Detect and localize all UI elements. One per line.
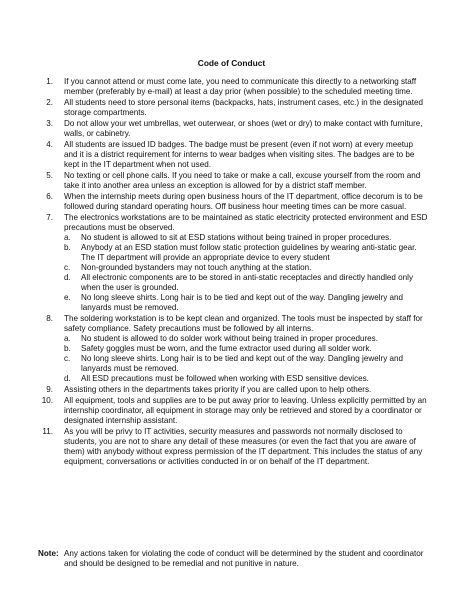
rule-item (30, 192, 428, 212)
sub-rule-letter: d. (64, 273, 71, 282)
rule-number: 10. (41, 396, 53, 405)
rule-text: The electronics workstations are to be maintained as static electricity protected environment and ESD precautions must be observed. (64, 213, 428, 232)
sub-rule-item (64, 344, 428, 354)
sub-rule-item (64, 293, 428, 313)
rule-item (30, 119, 428, 139)
sub-rule-letter: e. (64, 293, 71, 302)
sub-rule-item (64, 354, 428, 374)
note-label: Note: (38, 549, 59, 558)
rule-item (30, 314, 428, 384)
rules-list (30, 77, 428, 468)
sub-rule-text: All ESD precautions must be followed when working with ESD sensitive devices. (81, 374, 369, 383)
rule-number: 6. (46, 192, 53, 201)
rule-number: 9. (46, 385, 53, 394)
rule-text: No texting or cell phone calls. If you need to take or make a call, excuse yourself from the room and take it into another area unless an exception is allowed for by a district staff member. (64, 171, 421, 190)
sub-rules-list (64, 233, 428, 313)
rule-number: 7. (46, 213, 53, 222)
sub-rule-letter: d. (64, 374, 71, 383)
note-text: Any actions taken for violating the code of conduct will be determined by the student and coordinator and should be designed to be remedial and not punitive in nature. (64, 549, 424, 568)
sub-rules-list (64, 334, 428, 384)
sub-rule-letter: a. (64, 233, 71, 242)
rule-item (30, 396, 428, 426)
sub-rule-item (64, 273, 428, 293)
rule-text: All students need to store personal items (backpacks, hats, instrument cases, etc.) in the designated storage compartments. (64, 98, 424, 117)
note-block (30, 549, 430, 569)
rule-text: The soldering workstation is to be kept clean and organized. The tools must be inspected by staff for safety compliance. Safety precautions must be followed by all interns. (64, 314, 423, 333)
sub-rule-text: Safety goggles must be worn, and the fume extractor used during all solder work. (81, 344, 372, 353)
rule-number: 8. (46, 314, 53, 323)
sub-rule-letter: b. (64, 344, 71, 353)
sub-rule-text: All electronic components are to be stored in anti-static receptacles and directly handled only when the user is grounded. (81, 273, 414, 292)
rule-number: 4. (46, 140, 53, 149)
rule-text: All equipment, tools and supplies are to be put away prior to leaving. Unless explicitly permitted by an internship coordinator, all equipment in storage may only be retrieved and stored by a coordinator or designated internship assistant. (64, 396, 427, 425)
rule-item (30, 77, 428, 97)
rule-item (30, 385, 428, 395)
rule-number: 11. (42, 427, 53, 436)
rule-text: If you cannot attend or must come late, you need to communicate this directly to a networking staff member (preferably by e-mail) at least a day prior (when possible) to the scheduled meeting time. (64, 77, 417, 96)
sub-rule-item (64, 263, 428, 273)
sub-rule-letter: b. (64, 243, 71, 252)
sub-rule-letter: c. (64, 263, 71, 272)
sub-rule-text: No long sleeve shirts. Long hair is to be tied and kept out of the way. Dangling jewelry and lanyards must be removed. (81, 293, 403, 312)
rule-item (30, 427, 428, 467)
rule-text: Assisting others in the departments takes priority if you are called upon to help others. (64, 385, 372, 394)
rule-item (30, 213, 428, 313)
sub-rule-item (64, 243, 428, 263)
rule-number: 5. (46, 171, 53, 180)
rule-text: Do not allow your wet umbrellas, wet outerwear, or shoes (wet or dry) to make contact with furniture, walls, or cabinetry. (64, 119, 423, 138)
sub-rule-item (64, 374, 428, 384)
rule-number: 2. (46, 98, 53, 107)
rule-text: All students are issued ID badges. The badge must be present (even if not worn) at every meetup and it is a district requirement for interns to wear badges when visiting sites. The badges are to be kept in the IT department when not used. (64, 140, 415, 169)
rule-item (30, 98, 428, 118)
sub-rule-text: Anybody at an ESD station must follow static protection guidelines by wearing anti-static gear. The IT department will provide an appropriate device to every student (81, 243, 417, 262)
page-title: Code of Conduct (197, 58, 266, 68)
sub-rule-text: No student is allowed to sit at ESD stations without being trained in proper procedures. (81, 233, 392, 242)
sub-rule-item (64, 334, 428, 344)
sub-rule-text: Non-grounded bystanders may not touch anything at the station. (81, 263, 312, 272)
sub-rule-letter: c. (64, 354, 71, 363)
sub-rule-text: No long sleeve shirts. Long hair is to be tied and kept out of the way. Dangling jewelry and lanyards must be removed. (81, 354, 403, 373)
rule-text: When the internship meets during open business hours of the IT department, office decorum is to be followed during standard operating hours. Off business hour meeting times can be more casual. (64, 192, 423, 211)
rule-item (30, 171, 428, 191)
sub-rule-letter: a. (64, 334, 71, 343)
sub-rule-text: No student is allowed to do solder work without being trained in proper procedures. (81, 334, 378, 343)
sub-rule-item (64, 233, 428, 243)
rule-item (30, 140, 428, 170)
rule-text: As you will be privy to IT activities, security measures and passwords not normally disclosed to students, you are not to share any detail of these measures (or even the fact that you are aware of them) with anybody without express permission of the IT department. This includes the status of any equipment, conversations or activities conducted in or on behalf of the IT department. (64, 427, 423, 466)
rule-number: 1. (46, 77, 53, 86)
rule-number: 3. (46, 119, 53, 128)
